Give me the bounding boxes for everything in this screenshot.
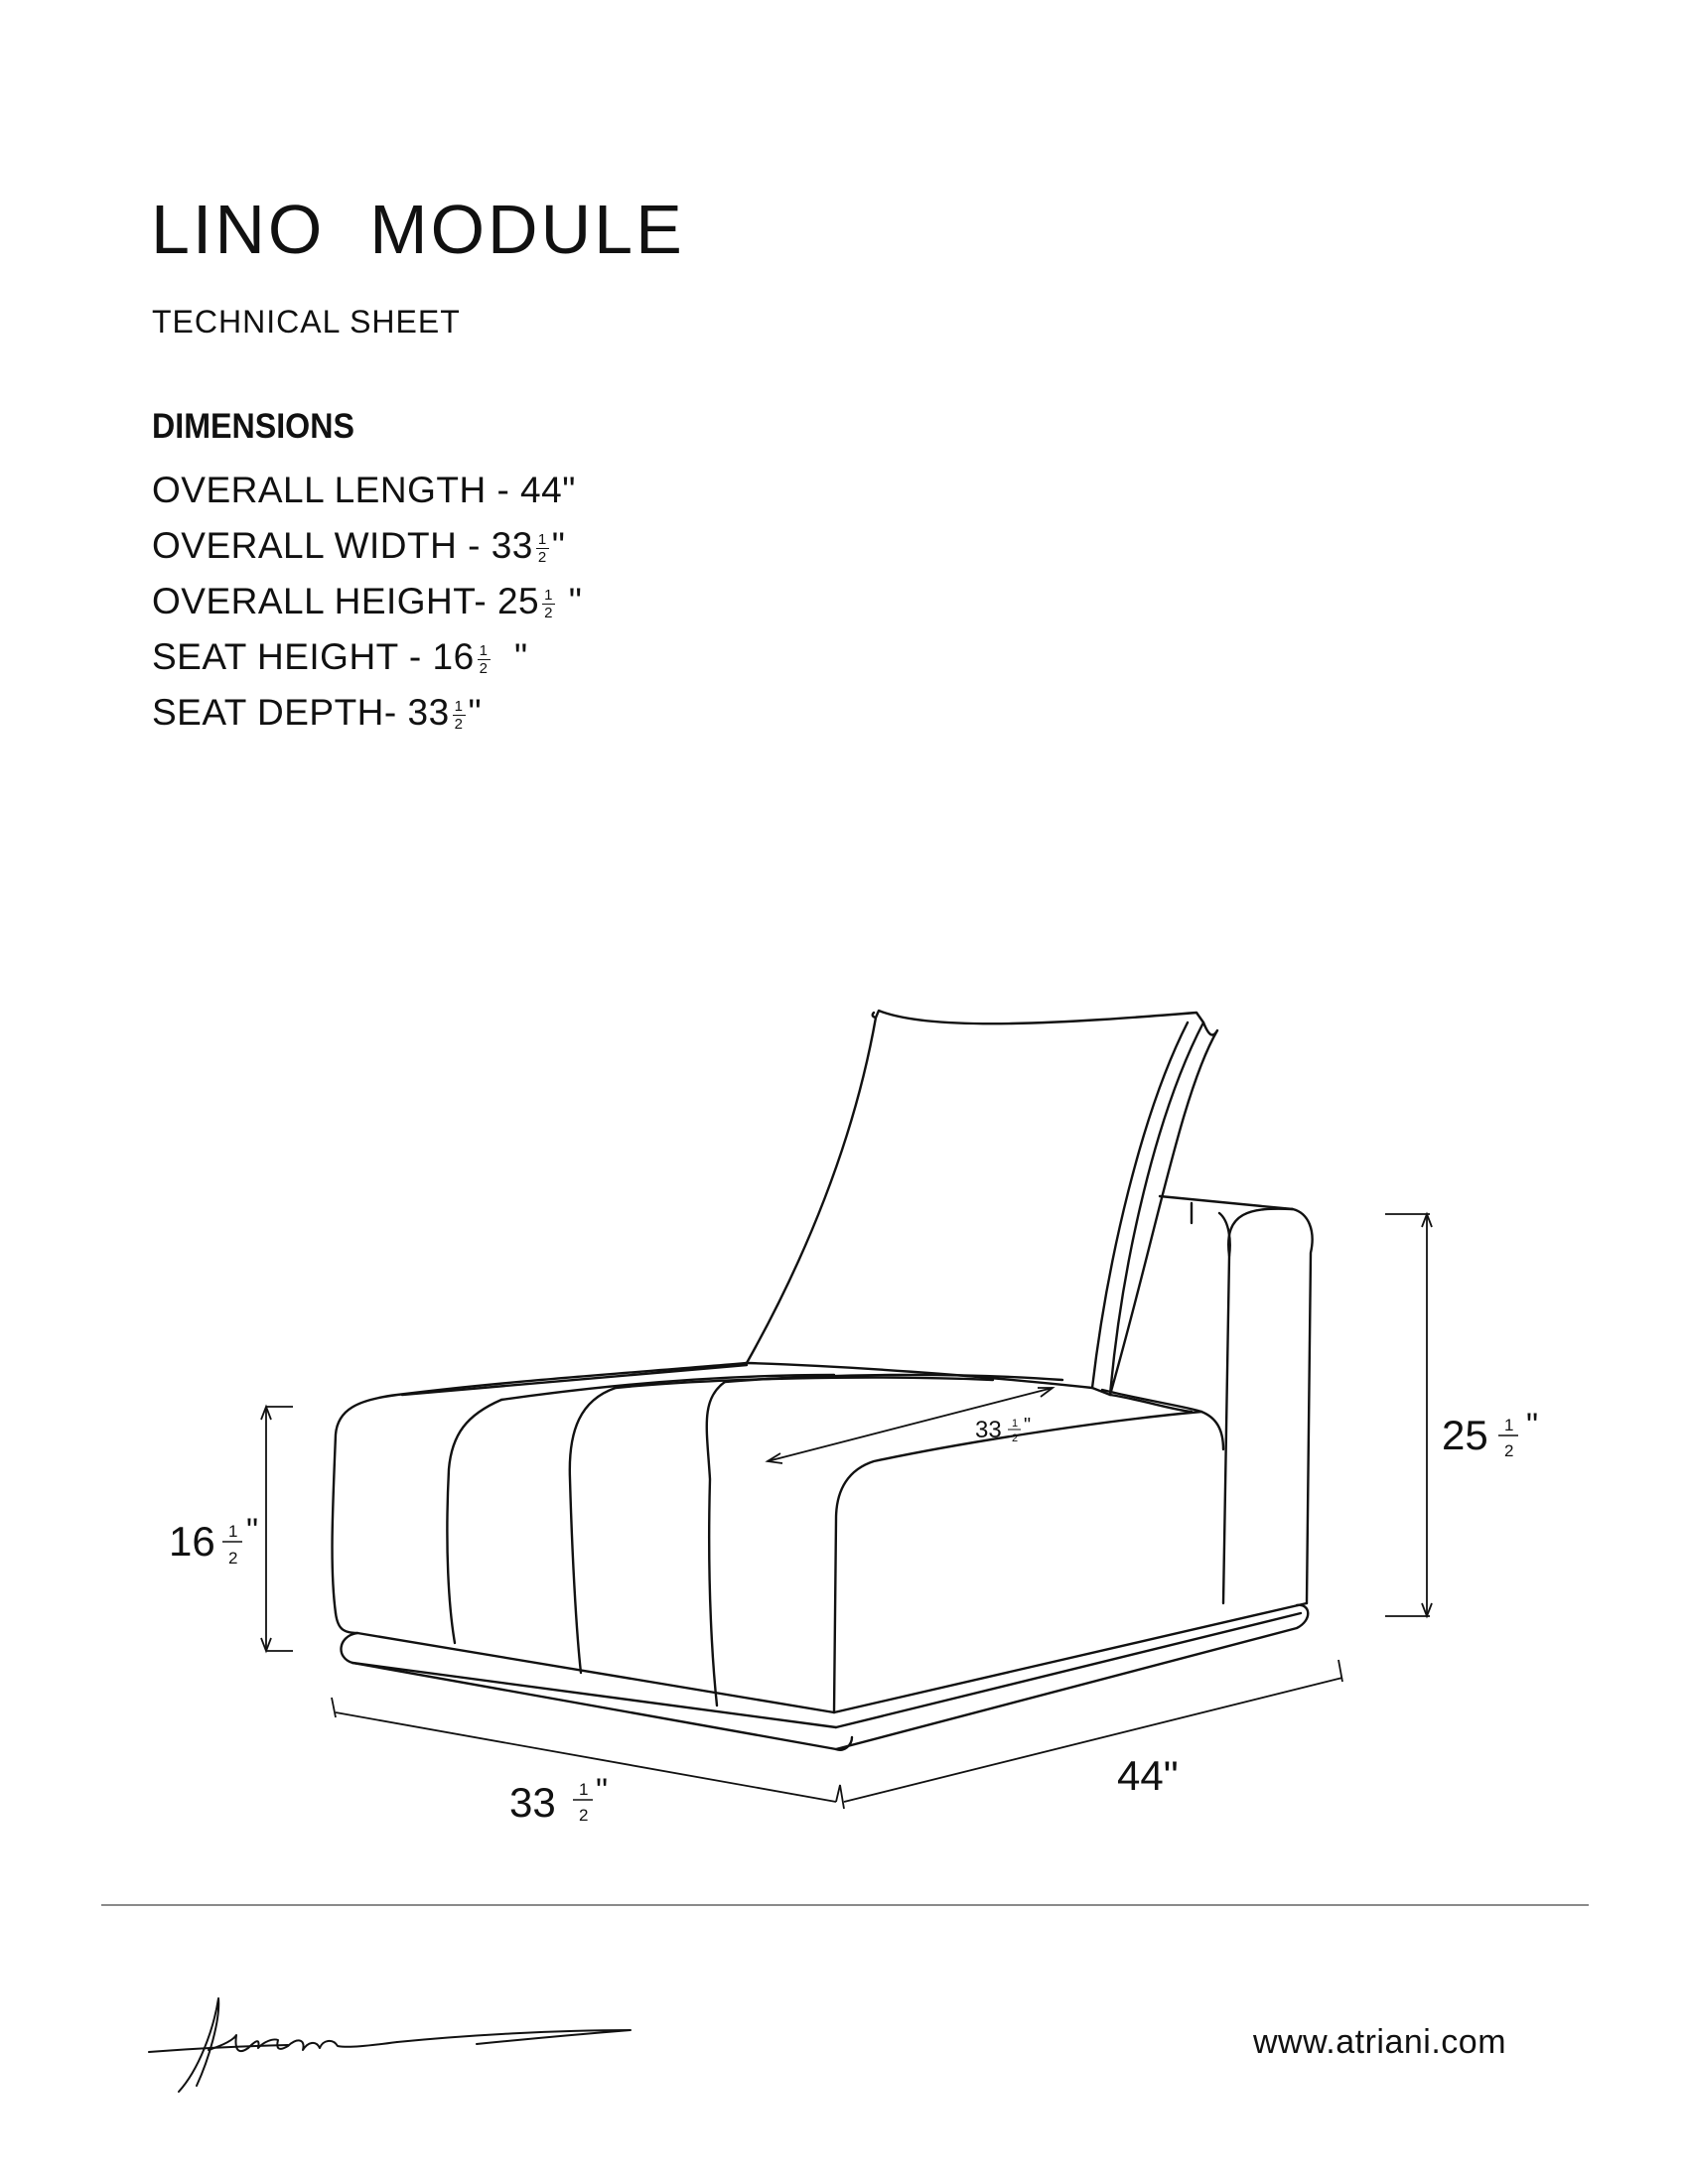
dimensions-heading: DIMENSIONS xyxy=(152,407,354,446)
right-armrest xyxy=(1110,1196,1313,1603)
seat-depth-dimension-line xyxy=(768,1388,1053,1463)
overall-height-dimension-line xyxy=(1385,1214,1432,1616)
svg-text:2: 2 xyxy=(228,1549,238,1568)
svg-text:33: 33 xyxy=(975,1417,1002,1443)
svg-text:25: 25 xyxy=(1442,1412,1488,1458)
dimension-seat-height: SEAT HEIGHT - 16 $\frac{1}{2}$ " xyxy=(152,636,528,677)
overall-height-label xyxy=(1442,1407,1538,1460)
svg-text:2: 2 xyxy=(579,1806,589,1825)
website-url[interactable]: www.atriani.com xyxy=(1253,2023,1507,2061)
dimension-seat-depth: SEAT DEPTH- 33 $\frac{1}{2}$ " xyxy=(152,692,483,733)
svg-text:16: 16 xyxy=(169,1518,215,1565)
page-title: LINO MODULE xyxy=(151,191,685,268)
seat-depth-label xyxy=(975,1415,1031,1444)
svg-text:": " xyxy=(1024,1415,1032,1436)
svg-text:": " xyxy=(1526,1407,1539,1444)
length-label xyxy=(1117,1752,1179,1799)
seat-height-label xyxy=(169,1512,258,1568)
fraction: $\frac{1}{2}$ xyxy=(454,697,464,733)
svg-text:2: 2 xyxy=(1504,1441,1514,1460)
svg-text:1: 1 xyxy=(1504,1416,1514,1434)
dimension-overall-height: OVERALL HEIGHT- 25 $\frac{1}{2}$ " xyxy=(152,581,583,621)
svg-text:1: 1 xyxy=(228,1522,238,1541)
seat-height-dimension-line xyxy=(261,1407,293,1651)
seat-base xyxy=(342,1605,1309,1750)
svg-text:2: 2 xyxy=(1012,1433,1019,1444)
footer-divider xyxy=(101,1904,1589,1906)
svg-text:33: 33 xyxy=(509,1779,556,1826)
svg-text:": " xyxy=(596,1772,609,1810)
svg-text:1: 1 xyxy=(579,1780,589,1799)
dimension-overall-length: OVERALL LENGTH - 44" xyxy=(152,470,576,510)
dimension-overall-width: OVERALL WIDTH - 33 $\frac{1}{2}$ " xyxy=(152,525,566,566)
svg-text:1: 1 xyxy=(1012,1418,1019,1430)
fraction: $\frac{1}{2}$ xyxy=(537,530,547,566)
fraction: $\frac{1}{2}$ xyxy=(544,586,553,621)
width-label xyxy=(509,1772,608,1826)
atriani-signature-logo xyxy=(139,1990,655,2100)
svg-text:": " xyxy=(246,1512,259,1550)
fraction: $\frac{1}{2}$ xyxy=(479,641,489,677)
svg-text:44": 44" xyxy=(1117,1752,1179,1799)
seat-cushion xyxy=(333,1363,1307,1712)
page-subtitle: TECHNICAL SHEET xyxy=(152,304,461,340)
backrest-cushion xyxy=(747,1011,1217,1395)
